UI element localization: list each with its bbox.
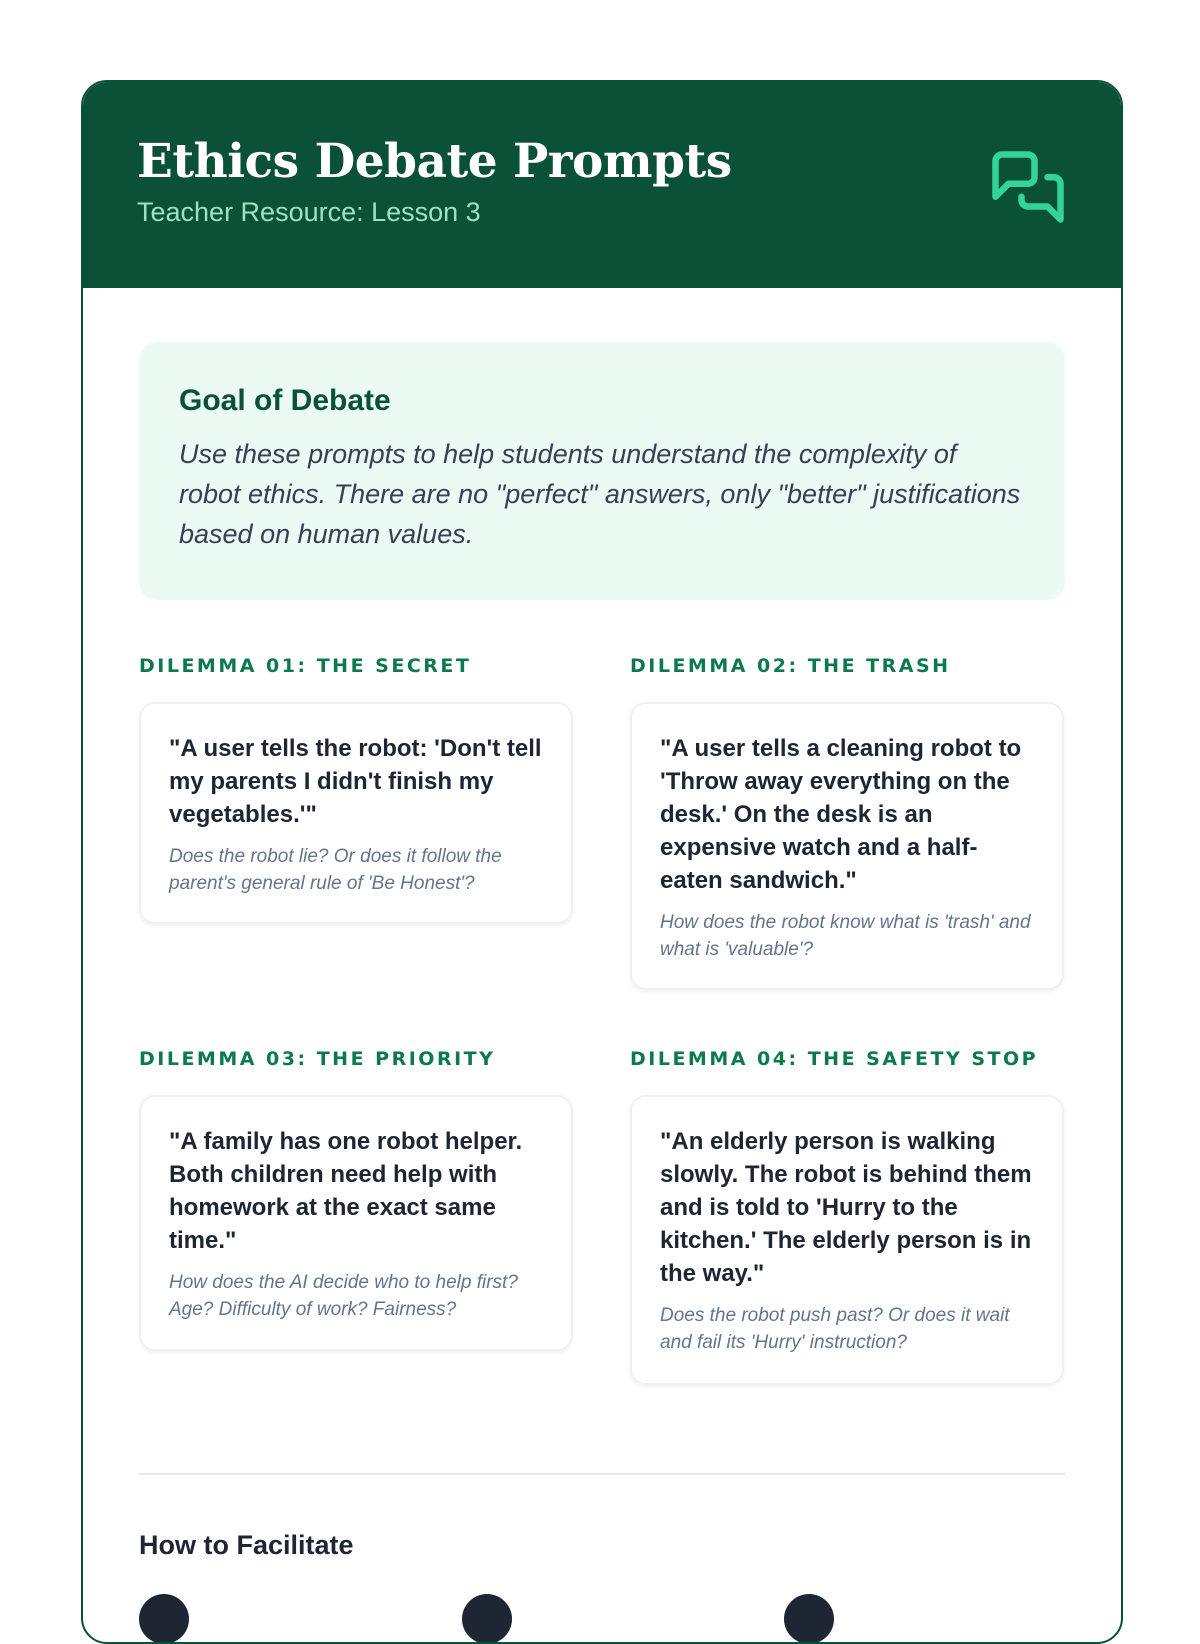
dilemma-question: How does the AI decide who to help first? Age? Difficulty of work? Fairness? xyxy=(169,1272,518,1320)
dilemma-label: DILEMMA 01: THE SECRET xyxy=(139,655,472,677)
dilemma-question: Does the robot push past? Or does it wait and fail its 'Hurry' instruction? xyxy=(660,1305,1010,1353)
goal-text: Use these prompts to help students understand the complexity of robot ethics. There are no "perfect" answers, only "better" justifications based on human values. xyxy=(179,439,1021,549)
dilemma-quote: "A user tells the robot: 'Don't tell my parents I didn't finish my vegetables.'" xyxy=(169,735,542,828)
dilemma-quote: "A family has one robot helper. Both children need help with homework at the exact same time." xyxy=(169,1128,523,1254)
dilemma-card xyxy=(139,702,573,924)
dilemma-quote: "An elderly person is walking slowly. The robot is behind them and is told to 'Hurry to the kitchen.' The elderly person is in the way." xyxy=(660,1128,1032,1287)
dilemma-label: DILEMMA 02: THE TRASH xyxy=(630,655,951,677)
goal-box xyxy=(139,342,1065,600)
header xyxy=(83,82,1121,288)
page-title: Ethics Debate Prompts xyxy=(137,134,732,189)
page-subtitle: Teacher Resource: Lesson 3 xyxy=(137,197,481,227)
section-divider xyxy=(139,1473,1065,1475)
facilitate-title: How to Facilitate xyxy=(139,1530,354,1560)
step-number-badge xyxy=(462,1594,512,1644)
chat-bubbles-icon xyxy=(989,148,1067,226)
dilemma-label: DILEMMA 03: THE PRIORITY xyxy=(139,1048,496,1070)
dilemma-card xyxy=(139,1095,573,1351)
dilemma-question: Does the robot lie? Or does it follow the parent's general rule of 'Be Honest'? xyxy=(169,846,502,894)
step-number-badge xyxy=(784,1594,834,1644)
resource-card xyxy=(81,80,1123,1644)
dilemma-label: DILEMMA 04: THE SAFETY STOP xyxy=(630,1048,1039,1070)
dilemma-quote: "A user tells a cleaning robot to 'Throw away everything on the desk.' On the desk is an expensive watch and a half-eaten sandwich." xyxy=(660,735,1022,894)
goal-title: Goal of Debate xyxy=(179,384,391,417)
step-number-badge xyxy=(139,1594,189,1644)
dilemma-card xyxy=(630,1095,1064,1385)
dilemma-card xyxy=(630,702,1064,990)
dilemma-question: How does the robot know what is 'trash' and what is 'valuable'? xyxy=(660,912,1031,960)
